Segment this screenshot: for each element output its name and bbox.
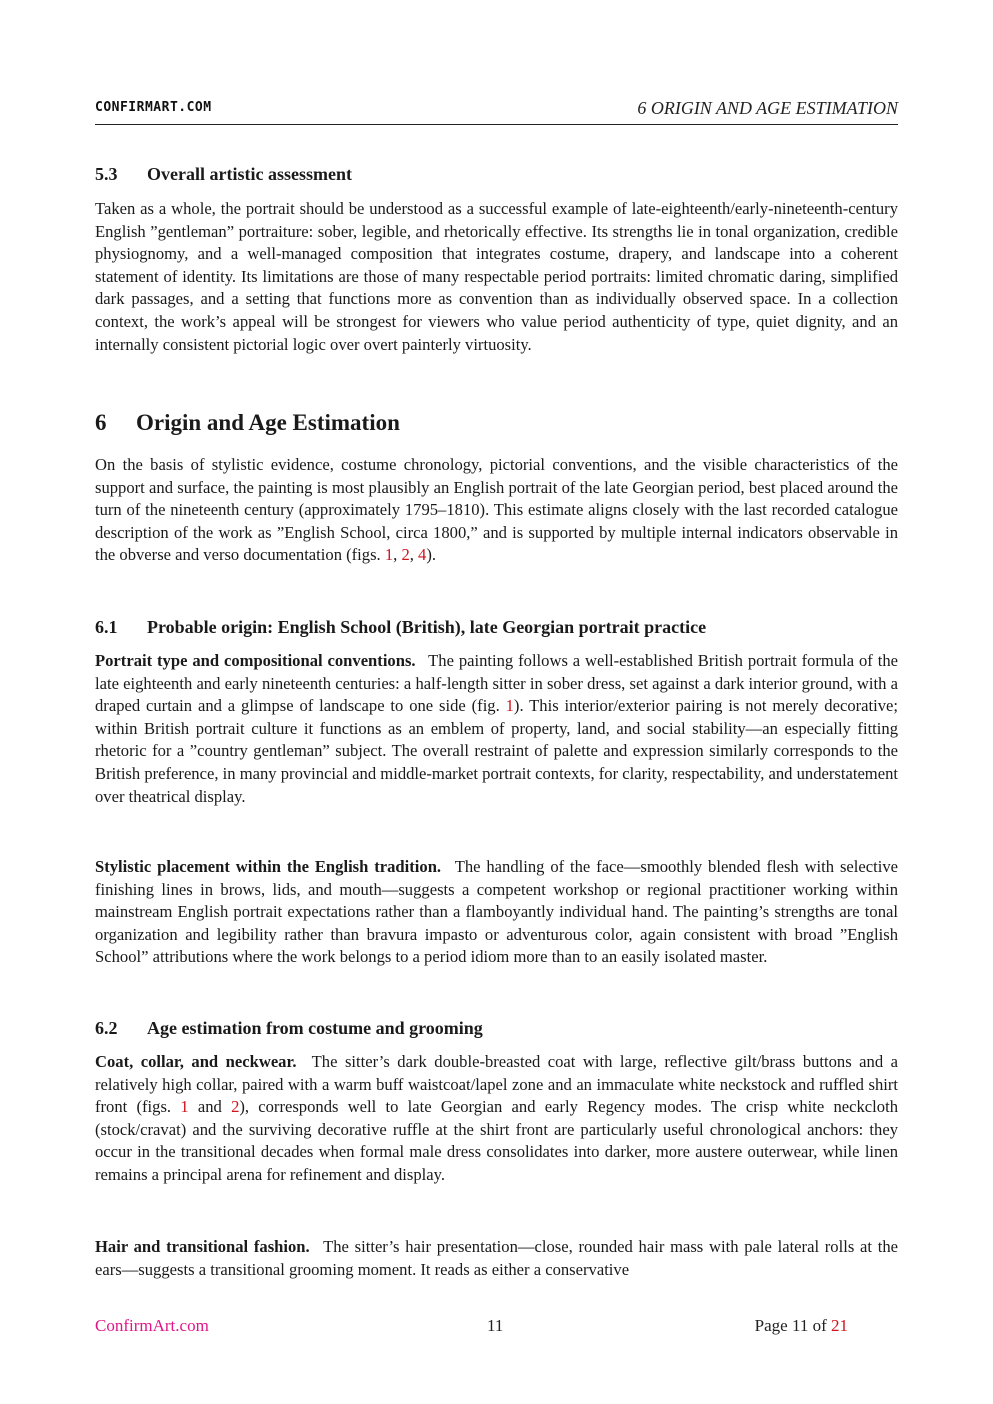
footer-page-number: 11	[487, 1316, 504, 1335]
paragraph-text: ). This interior/exterior pairing is not merely decorative; within British portrait culture it functions as an emblem of property, land, and social stability—an especially fitting rhetoric for a ”country gentleman” subject. The overall restraint of palette and expression similarly corresponds to the British preference, in many provincial and middle-market portrait contexts, for clarity, respectability, and understatement over theatrical display.	[95, 696, 898, 806]
section-heading-6-1	[95, 615, 706, 639]
paragraph-end: ).	[426, 545, 437, 565]
ref-separator: ,	[409, 545, 419, 565]
paragraph-coat-collar	[95, 1051, 898, 1187]
paragraph-portrait-type	[95, 650, 898, 808]
paragraph-text: ), corresponds well to late Georgian and early Regency modes. The crisp white neckcloth (stock/cravat) and the surviving decorative ruffle at the shirt front are particularly useful chronological anchors: they occur in the transitional decades when formal male dress consolidates into darker, more austere outerwear, while linen remains a principal arena for refinement and display.	[95, 1097, 898, 1184]
section-number: 5.3	[95, 164, 118, 184]
section-heading-5-3	[95, 162, 352, 186]
paragraph-hair-fashion	[95, 1236, 898, 1281]
section-title: Age estimation from costume and grooming	[147, 1018, 483, 1038]
section-title: Overall artistic assessment	[147, 164, 352, 184]
paragraph-overall-assessment: Taken as a whole, the portrait should be understood as a successful example of late-eighteenth/early-nineteenth-century English ”gentleman” portraiture: sober, legible, and rhetorically effective. Its strengths lie in tonal organization, credible physiognomy, and a well-managed composition that integrates costume, drapery, and landscape into a coherent statement of identity. Its limitations are those of many respectable period portraits: limited chromatic daring, simplified dark passages, and a setting that functions more as convention than as individually observed space. In a collection context, the work’s appeal will be strongest for viewers who value period authenticity of type, quiet dignity, and an internally consistent pictorial logic over overt painterly virtuosity.	[95, 199, 898, 354]
figure-ref-1[interactable]: 1	[180, 1097, 189, 1117]
paragraph-origin-intro	[95, 454, 898, 567]
section-title: Probable origin: English School (British), late Georgian portrait practice	[147, 617, 707, 637]
runin-heading: Hair and transitional fashion.	[95, 1237, 310, 1256]
section-number: 6	[95, 410, 107, 435]
footer-site-link[interactable]: ConfirmArt.com	[95, 1316, 209, 1335]
paragraph-text: The painting follows a well-established British portrait formula of the late eighteenth and early nineteenth centuries: a half-length sitter in sober dress, set against a dark interior ground, with a draped curtain and a glimpse of landscape to one side (fig.	[95, 651, 898, 716]
runin-heading: Portrait type and compositional conventions.	[95, 651, 416, 670]
page-footer	[95, 1316, 855, 1340]
footer-page-count	[755, 1316, 848, 1336]
figure-ref-2[interactable]: 2	[401, 545, 410, 565]
figure-ref-1[interactable]: 1	[384, 545, 394, 565]
section-number: 6.2	[95, 1018, 118, 1038]
figure-ref-4[interactable]: 4	[418, 545, 427, 565]
paragraph-text: The handling of the face—smoothly blended flesh with selective finishing lines in brows, lids, and mouth—suggests a competent workshop or regional practitioner working within mainstream English portrait expectations rather than a flamboyantly individual hand. The painting’s strengths are tonal organization and legibility rather than bravura impasto or adventurous color, again consistent with broad ”English School” attributions where the work belongs to a period idiom more than to an easily isolated master.	[95, 857, 899, 967]
figure-ref-2[interactable]: 2	[231, 1097, 240, 1117]
section-heading-6	[95, 409, 400, 437]
runin-heading: Coat, collar, and neckwear.	[95, 1052, 297, 1071]
paragraph-stylistic-placement	[95, 856, 898, 969]
runin-heading: Stylistic placement within the English tradition.	[95, 857, 442, 876]
section-number: 6.1	[95, 617, 118, 637]
page-header	[95, 96, 898, 125]
running-title: 6 ORIGIN AND AGE ESTIMATION	[637, 98, 898, 118]
paragraph-text: On the basis of stylistic evidence, costume chronology, pictorial conventions, and the visible characteristics of the support and surface, the painting is most plausibly an English portrait of the late Georgian period, best placed around the turn of the nineteenth century (approximately 1795–1810). This estimate aligns closely with the last recorded catalogue description of the work as ”English School, circa 1800,” and is supported by multiple internal indicators observable in the obverse and verso documentation (figs.	[95, 455, 898, 565]
section-title: Origin and Age Estimation	[136, 410, 400, 435]
site-logo[interactable]: CONFIRMART.COM	[95, 100, 212, 115]
page-label: Page 11 of	[754, 1316, 831, 1335]
paragraph-text: The sitter’s hair presentation—close, rounded hair mass with pale lateral rolls at the ears—suggests a transitional grooming moment. It reads as either a conservative	[95, 1237, 898, 1279]
ref-separator: and	[188, 1097, 232, 1117]
total-pages-link[interactable]: 21	[831, 1316, 848, 1335]
ref-separator: ,	[393, 545, 402, 565]
figure-ref-1[interactable]: 1	[505, 696, 514, 716]
paragraph-text: The sitter’s dark double-breasted coat with large, reflective gilt/brass buttons and a relatively high collar, paired with a warm buff waistcoat/lapel zone and an immaculate white neckstock and ruffled shirt front (figs.	[95, 1052, 898, 1117]
section-heading-6-2	[95, 1016, 483, 1040]
